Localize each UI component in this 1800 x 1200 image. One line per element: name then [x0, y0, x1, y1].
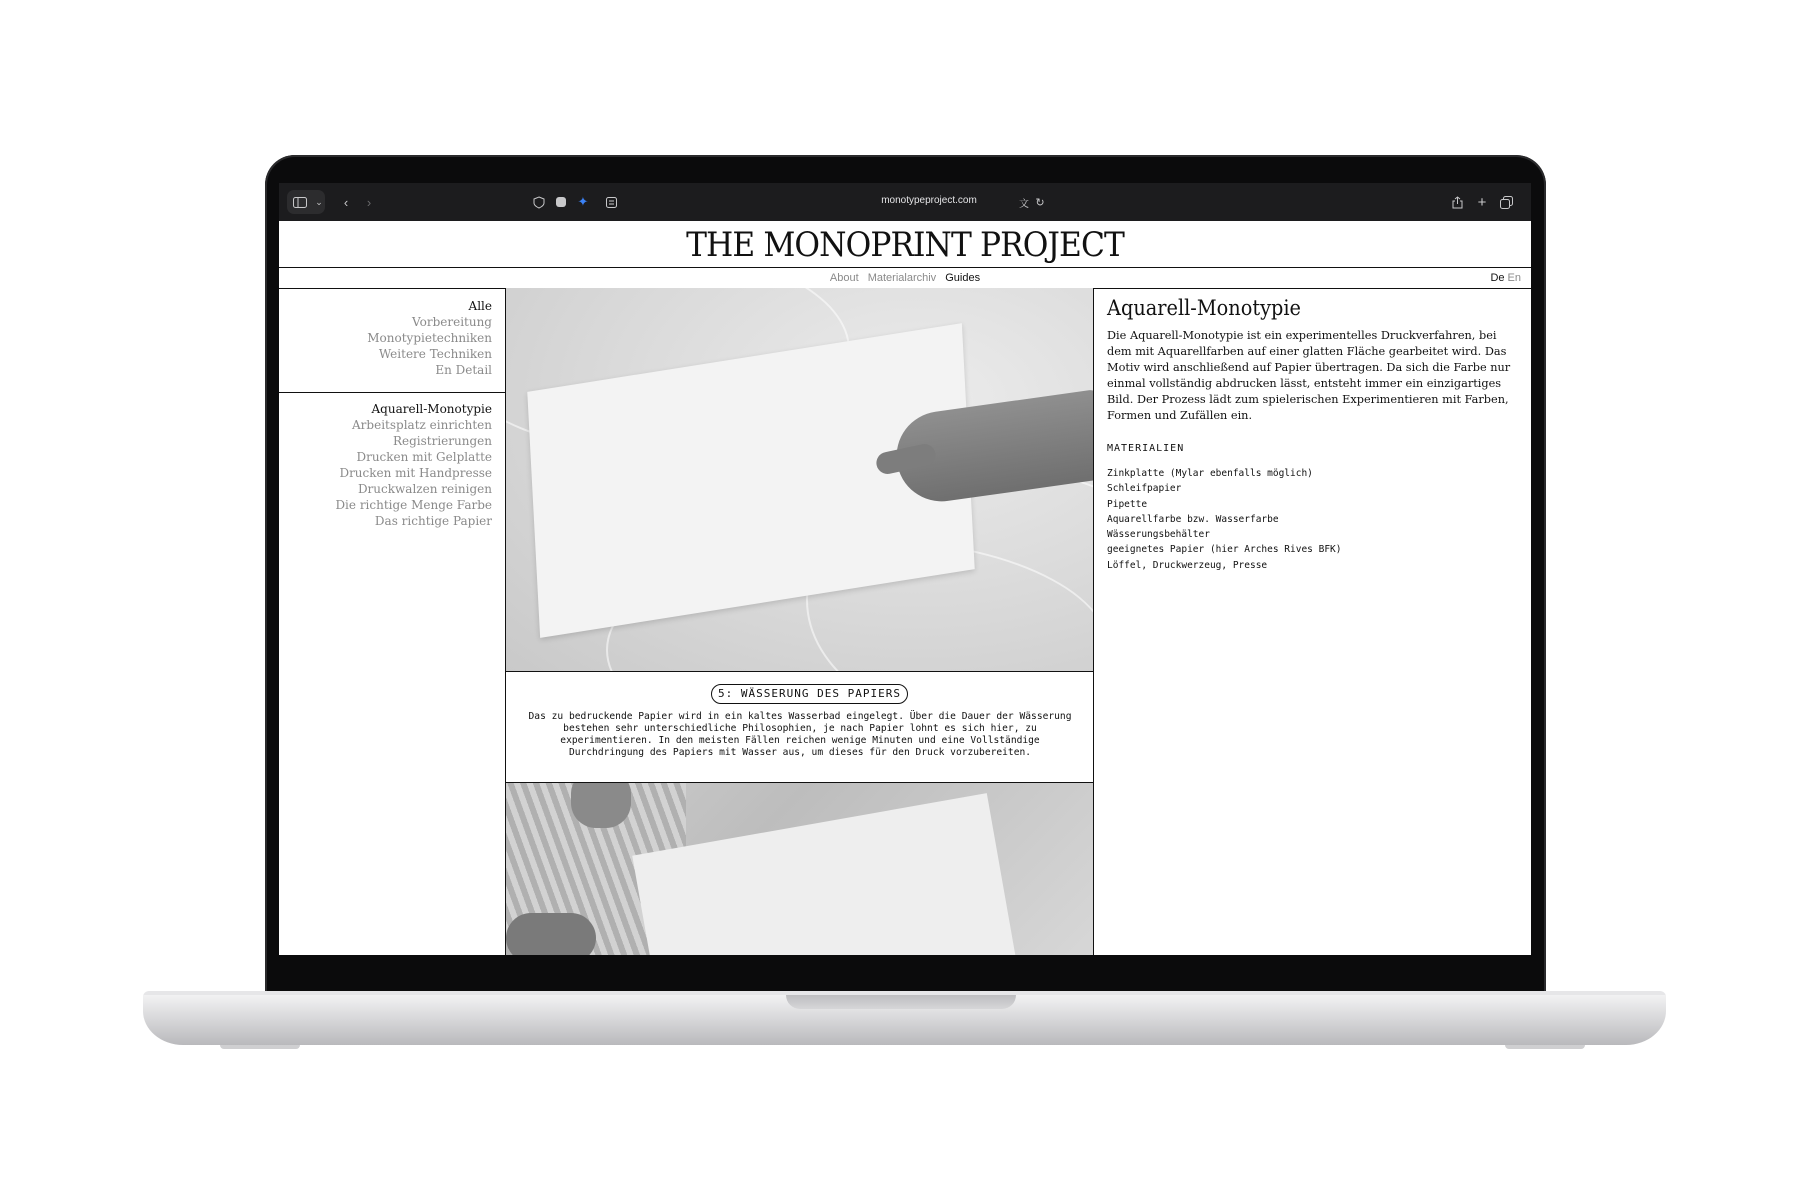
nav-about[interactable]: About: [829, 272, 859, 284]
hand-bottom: [506, 913, 596, 955]
category-menu: [279, 298, 505, 378]
screen: [279, 183, 1531, 955]
category-weitere-techniken[interactable]: Weitere Techniken: [378, 347, 492, 361]
translate-icon[interactable]: 文: [1019, 198, 1029, 210]
language-switch: [1487, 268, 1521, 288]
tabs-overview-icon[interactable]: [1496, 192, 1516, 212]
material-item: Zinkplatte (Mylar ebenfalls möglich): [1107, 468, 1313, 479]
materials-list: [1107, 466, 1342, 573]
article: [1093, 288, 1531, 955]
guide-druckwalzen[interactable]: Druckwalzen reinigen: [357, 482, 492, 496]
site-title[interactable]: THE MONOPRINT PROJECT: [686, 225, 1124, 265]
paper-sheet-2: [632, 793, 1020, 955]
guide-handpresse[interactable]: Drucken mit Handpresse: [339, 466, 492, 480]
share-icon[interactable]: [1447, 192, 1467, 212]
address-bar[interactable]: monotypeproject.com: [881, 195, 977, 206]
step-photo-soaking-paper: [506, 288, 1093, 672]
material-item: Aquarellfarbe bzw. Wasserfarbe: [1107, 513, 1279, 525]
laptop-foot-left: [220, 1045, 300, 1049]
lang-en[interactable]: En: [1507, 272, 1521, 284]
sidebar-icon[interactable]: [290, 192, 310, 212]
materials-heading: MATERIALIEN: [1107, 443, 1185, 454]
step-caption: [506, 672, 1093, 783]
guide-menge-farbe[interactable]: Die richtige Menge Farbe: [335, 498, 492, 512]
material-item: Pipette: [1107, 498, 1148, 510]
article-title: Aquarell-Monotypie: [1107, 296, 1301, 320]
step-label: 5: WÄSSERUNG DES PAPIERS: [711, 684, 908, 704]
new-tab-icon[interactable]: +: [1477, 193, 1487, 211]
laptop-foot-right: [1505, 1045, 1585, 1049]
extension-icon[interactable]: [551, 192, 571, 212]
step-photo-drying-paper: [506, 783, 1093, 955]
guide-arbeitsplatz[interactable]: Arbeitsplatz einrichten: [352, 418, 492, 432]
material-item: Schleifpapier: [1107, 483, 1182, 495]
guide-registrierungen[interactable]: Registrierungen: [392, 434, 492, 448]
category-en-detail[interactable]: En Detail: [435, 363, 492, 377]
category-alle[interactable]: Alle: [468, 299, 492, 313]
sidebar: [279, 288, 506, 955]
step-description: Das zu bedruckende Papier wird in ein kaltes Wasserbad eingelegt. Über die Dauer der Wässerung bestehen sehr unterschiedliche Philosophien, je nach Papier lohnt es sich hier, zu experimentieren. In den meisten Fällen reichen wenige Minuten und eine Vollständige Durchdringung des Papiers mit Wasser aus, um dieses für den Druck vorzubereiten.: [528, 711, 1072, 758]
hand-top: [571, 783, 631, 828]
guide-papier[interactable]: Das richtige Papier: [374, 514, 492, 528]
guide-gelplatte[interactable]: Drucken mit Gelplatte: [356, 450, 492, 464]
back-icon[interactable]: ‹: [343, 194, 349, 210]
material-item: Wässerungsbehälter: [1107, 529, 1210, 541]
nav-guides[interactable]: Guides: [945, 272, 981, 284]
site-nav: [279, 267, 1531, 289]
reload-icon[interactable]: ↻: [1035, 196, 1045, 209]
privacy-shield-icon[interactable]: [529, 192, 549, 212]
category-vorbereitung[interactable]: Vorbereitung: [412, 315, 492, 329]
reader-icon[interactable]: [601, 192, 621, 212]
guide-steps: [506, 288, 1093, 955]
nav-materialarchiv[interactable]: Materialarchiv: [867, 272, 937, 284]
material-item: Löffel, Druckwerzeug, Presse: [1107, 559, 1268, 571]
chevron-down-icon[interactable]: ⌄: [315, 196, 323, 207]
forward-icon[interactable]: ›: [366, 194, 372, 210]
browser-toolbar: [279, 183, 1531, 221]
category-monotypietechniken[interactable]: Monotypietechniken: [367, 331, 492, 345]
guide-menu: [279, 401, 505, 529]
material-item: geeignetes Papier (hier Arches Rives BFK): [1107, 544, 1342, 556]
sidebar-divider: [279, 392, 505, 393]
bird-extension-icon[interactable]: ✦: [577, 194, 589, 209]
lang-de[interactable]: De: [1490, 272, 1505, 284]
guide-aquarell-monotypie[interactable]: Aquarell-Monotypie: [371, 402, 492, 416]
laptop-notch: [786, 995, 1016, 1009]
article-body: Die Aquarell-Monotypie ist ein experimentelles Druckverfahren, bei dem mit Aquarellfarben auf einer glatten Fläche gearbeitet wird. Das Motiv wird anschließend auf Papier übertragen. Da sich die Farbe nur einmal vollständig abdrucken lässt, entsteht immer ein einzigartiges Bild. Der Prozess lädt zum spielerischen Experimentieren mit Farben, Formen und Zufällen ein.: [1107, 329, 1511, 422]
